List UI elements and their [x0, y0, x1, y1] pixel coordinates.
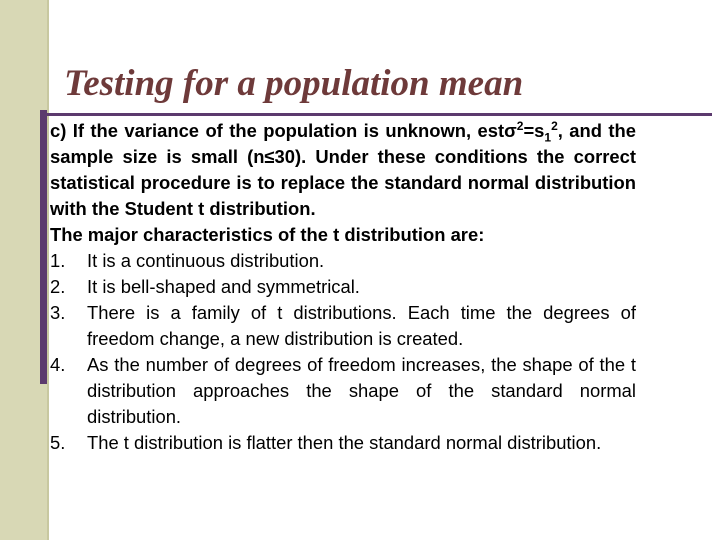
sigma-exponent: 2	[516, 118, 524, 133]
list-number: 5.	[50, 432, 66, 453]
list-text: As the number of degrees of freedom increases, the shape of the t distribution approaches the shape of the standard normal distribution.	[87, 354, 636, 427]
list-number: 3.	[50, 302, 66, 323]
list-number: 1.	[50, 250, 66, 271]
s-subscript: 1	[544, 130, 552, 145]
accent-bar	[40, 110, 47, 384]
list-item	[50, 352, 636, 430]
list-item	[50, 300, 636, 352]
list-text: It is a continuous distribution.	[87, 250, 325, 271]
slide-body	[50, 118, 636, 456]
list-item	[50, 248, 636, 274]
list-number: 2.	[50, 276, 66, 297]
intro-text-end: , and the sample size is small (n≤30). Under these conditions the correct statistical procedure is to replace the standard normal distribution with the Student t distribution.	[50, 120, 636, 219]
intro-text-start: c) If the variance of the population is unknown, est	[50, 120, 505, 141]
list-number: 4.	[50, 354, 66, 375]
equals-s: =s	[523, 120, 545, 141]
lead-line: The major characteristics of the t distribution are:	[50, 224, 485, 245]
title-rule	[40, 113, 712, 116]
s-exponent: 2	[551, 118, 558, 133]
list-text: The t distribution is flatter then the standard normal distribution.	[87, 432, 602, 453]
slide-title: Testing for a population mean	[64, 63, 524, 104]
list-item	[50, 430, 636, 456]
left-band-edge	[47, 0, 49, 540]
sigma-symbol: σ	[504, 120, 517, 141]
list-item	[50, 274, 636, 300]
list-text: There is a family of t distributions. Each time the degrees of freedom change, a new distribution is created.	[87, 302, 636, 349]
list-text: It is bell-shaped and symmetrical.	[87, 276, 360, 297]
characteristics-list	[50, 248, 636, 456]
intro-paragraph	[50, 118, 636, 222]
